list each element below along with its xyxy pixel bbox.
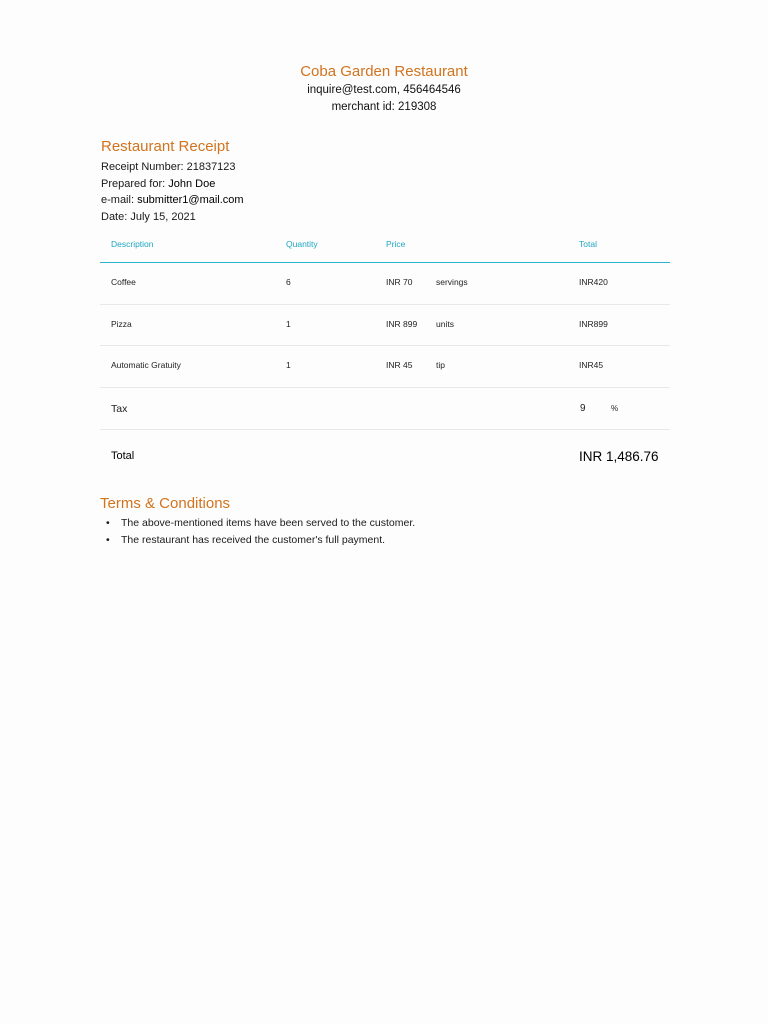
row-quantity: 1 (286, 360, 291, 370)
prepared-for-line (101, 176, 244, 193)
receipt-meta (101, 159, 244, 225)
date-label: Date: (101, 210, 131, 223)
row-total: INR899 (579, 318, 608, 329)
terms-item-text: The restaurant has received the customer's full payment. (121, 534, 386, 546)
grand-total-label: Total (111, 449, 135, 462)
header-description: Description (111, 239, 154, 249)
receipt-number-line (101, 159, 244, 176)
restaurant-header (0, 62, 768, 116)
row-description: Pizza (111, 318, 132, 329)
tax-unit: % (611, 403, 619, 413)
terms-list (106, 515, 415, 549)
bullet-icon: • (106, 517, 110, 529)
row-quantity: 1 (286, 318, 291, 329)
row-total: INR45 (579, 360, 604, 370)
tax-label: Tax (111, 402, 128, 415)
email-value: submitter1@mail.com (137, 194, 244, 206)
grand-total-row (100, 430, 670, 480)
terms-item (106, 532, 415, 549)
items-table (100, 226, 670, 480)
terms-title: Terms & Conditions (100, 495, 231, 512)
row-description: Coffee (111, 277, 136, 287)
row-price: INR 45 (386, 360, 413, 370)
email-line (101, 192, 244, 209)
tax-value: 9 (580, 402, 586, 414)
terms-item (106, 515, 415, 532)
header-total: Total (579, 239, 597, 249)
table-row (100, 305, 670, 347)
header-quantity: Quantity (286, 239, 318, 249)
row-unit: servings (436, 277, 468, 287)
row-price: INR 70 (386, 277, 413, 287)
prepared-for-name: John Doe (168, 177, 216, 190)
row-unit: units (436, 318, 454, 329)
terms-item-text: The above-mentioned items have been served to the customer. (121, 517, 416, 529)
row-price: INR 899 (386, 318, 418, 329)
receipt-number-label: Receipt Number: (101, 161, 187, 173)
date-value: July 15, 2021 (130, 210, 196, 223)
grand-total-value: INR 1,486.76 (579, 448, 659, 464)
tax-row (100, 388, 670, 430)
receipt-number: 21837123 (186, 161, 236, 173)
row-quantity: 6 (286, 277, 291, 287)
restaurant-contact: inquire@test.com, 456464546 (307, 84, 461, 96)
table-row (100, 263, 670, 305)
merchant-id: merchant id: 219308 (331, 101, 437, 113)
row-description: Automatic Gratuity (111, 360, 181, 370)
email-label: e-mail: (101, 194, 138, 206)
prepared-for-label: Prepared for: (101, 177, 169, 190)
row-total: INR420 (579, 277, 608, 287)
bullet-icon: • (106, 534, 110, 546)
header-price: Price (386, 239, 406, 249)
receipt-title: Restaurant Receipt (101, 138, 230, 155)
date-line (101, 209, 244, 226)
table-header (100, 226, 670, 263)
restaurant-name: Coba Garden Restaurant (300, 63, 468, 80)
table-row (100, 346, 670, 388)
row-unit: tip (436, 360, 445, 370)
